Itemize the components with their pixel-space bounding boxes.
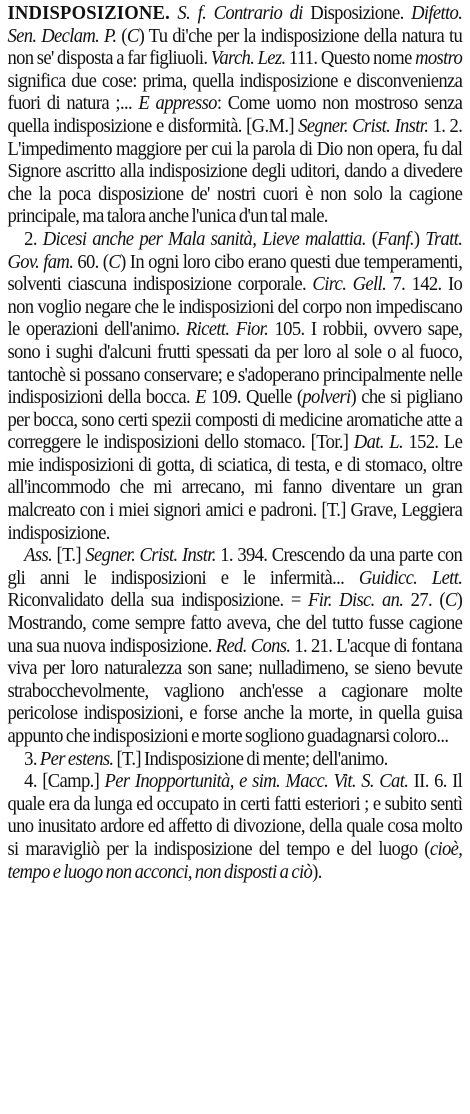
text-run: [T.] — [56, 544, 86, 567]
entry-headword: INDISPOSIZIONE. — [7, 2, 170, 24]
text-run: [T.] Indisposizione di mente; dell'animo. — [116, 747, 388, 770]
text-run: polveri — [302, 386, 351, 409]
text-run: Riconvalidato della sua indisposizione. = — [7, 589, 309, 612]
text-run: Guidicc. Lett. — [358, 566, 463, 589]
text-run: 109. Quelle ( — [210, 386, 303, 409]
text-run: Ricett. Fior. — [185, 318, 275, 341]
text-run: Contrario di — [213, 2, 311, 24]
entry-paragraph-4 — [7, 748, 462, 771]
text-run: Varch. Lez. — [210, 47, 289, 70]
text-run: 7. 142. Io non voglio negare che le indisposizioni del corpo non impediscano le operazioni dell'animo. — [7, 273, 463, 341]
text-run: : Come uomo non mostroso senza quella indisposizione e disformità. [G.M.] — [7, 92, 463, 137]
text-run: ) Tu di'che per la indisposizione della natura tu non se' disposta a far figliuoli. — [7, 24, 463, 70]
entry-paragraph-1 — [7, 2, 462, 228]
text-run: 105. I robbii, ovvero sape, sono i sughi d'alcuni frutti spessati da per loro al sole o al fuoco, tantochè si possano conservare; e s'adoperano principalmente nelle indisposizioni della bocca. — [7, 318, 463, 409]
entry-paragraph-5 — [7, 770, 462, 883]
text-run: 60. ( — [77, 250, 109, 273]
text-run: 111. Questo nome — [288, 47, 416, 70]
text-run: 1. 21. L'acque di fontana viva per loro naturalezza son sane; nulladimeno, se sieno bevute strabocchevolmente, vagliono anch'esse a cagionare molte pericolose indisposizioni, e forse anche la morte, in quella guisa appunto che indisposizioni e morte sogliono guadagnarsi coloro... — [7, 634, 463, 747]
text-run: Fanf. — [377, 227, 414, 250]
text-run: Segner. Crist. Instr. — [298, 114, 433, 137]
text-run: 152. Le mie indisposizioni di gotta, di sciatica, di testa, e di stomaco, oltre all'incommodo che mi arrecano, mi fanno diventare un gran malcreato con i miei signori amici e padroni. [T.] Grave, Leggiera indisposizione. — [7, 431, 463, 544]
text-run: ). — [312, 860, 322, 883]
text-run: Per estens. — [39, 747, 117, 770]
text-run: Difetto. Sen. Declam. P. — [7, 2, 463, 47]
text-run: ( — [371, 227, 378, 250]
text-run: C — [108, 250, 121, 273]
text-run: mostro — [415, 47, 463, 70]
text-run: Dat. L. — [353, 431, 409, 454]
text-run: 1. 2. L'impedimento maggiore per cui la parola di Dio non opera, fu dal Signore ascritto alla indisposizione degli uditori, dando a divedere che la poca disposizione de' nostri cuori è non solo la cagione principale, ma talora anche l'unica d'un tal male. — [7, 114, 463, 228]
text-run: 1. 394. Crescendo da una parte con gli anni le indisposizioni e le infermità... — [7, 544, 463, 589]
text-run: 27. ( — [410, 589, 445, 612]
text-run: Circ. Gell. — [312, 273, 393, 296]
text-run: ) — [413, 227, 426, 250]
text-run: Ass. — [24, 544, 57, 567]
text-run: 2. — [24, 227, 43, 250]
text-run: ) Mostrando, come sempre fatto aveva, che del tutto fusse cagione una sua nuova indisposizione. — [7, 589, 463, 657]
text-run: ) che si pigliano per bocca, sono certi spezii composti di medicine aromatiche atte a correggere le indisposizioni dello stomaco. [Tor.] — [7, 386, 463, 454]
text-run: C — [444, 589, 457, 612]
text-run: significa due cose: prima, quella indisposizione e disconvenienza fuori di natura ;... — [7, 69, 463, 115]
text-run: ( — [121, 24, 127, 47]
text-run: ) In ogni loro cibo erano questi due temperamenti, solventi ciascuna indisposizione corporale. — [7, 250, 463, 296]
text-run: C — [126, 24, 139, 47]
text-run: Dicesi anche per Mala sanità, Lieve malattia. — [42, 227, 372, 250]
text-run: cioè, tempo e luogo non acconci, non disposti a ciò — [7, 837, 463, 883]
text-run: Segner. Crist. Instr. — [85, 544, 221, 567]
text-run: Per Inopportunità, e sim. Macc. Vit. S. Cat. — [104, 770, 414, 793]
text-run: E — [195, 386, 211, 409]
entry-grammar: S. f. — [177, 2, 207, 24]
entry-body — [7, 2, 462, 227]
text-run: 3. — [24, 747, 40, 770]
text-run: E appresso — [138, 92, 217, 115]
text-run: Disposizione. — [310, 2, 412, 24]
text-run: Tratt. Gov. fam. — [7, 227, 463, 273]
text-run: 4. [Camp.] — [24, 770, 105, 793]
text-run: II. 6. Il quale era da lunga ed occupato in certi fatti esteriori ; e subito sentì uno inusitato ardore ed affetto di divozione, della quale cosa molto si maravigliò per la indisposizione del tempo e del luogo ( — [7, 770, 463, 860]
entry-paragraph-3 — [7, 544, 462, 747]
entry-paragraph-2 — [7, 228, 462, 544]
text-run: Red. Cons. — [215, 634, 295, 657]
text-run: Fir. Disc. an. — [308, 589, 411, 612]
